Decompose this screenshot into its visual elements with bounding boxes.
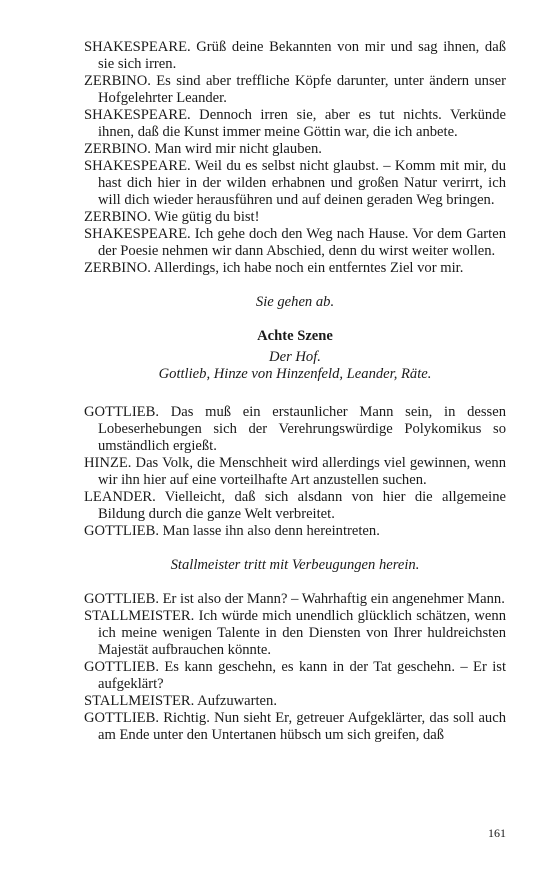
scene-place: Der Hof. — [269, 349, 321, 365]
speech-gottlieb: GOTTLIEB. Richtig. Nun sieht Er, getreuer Aufgeklärter, das soll auch am Ende unter den Untertanen hübsch um sich greifen, daß — [84, 710, 506, 743]
speech-shakespeare: SHAKESPEARE. Weil du es selbst nicht glaubst. – Komm mit mir, du hast dich hier in der wilden erhabnen und großen Natur verirrt, ich will dich wieder herausführen und auf deinen geraden Weg bringen. — [84, 158, 506, 208]
stage-direction-enter: Stallmeister tritt mit Verbeugungen herein. — [170, 557, 420, 573]
speech-leander: LEANDER. Vielleicht, daß sich alsdann von hier die allgemeine Bildung durch die ganze Welt verbreitet. — [84, 489, 506, 522]
speech-stallmeister: STALLMEISTER. Ich würde mich unendlich glücklich schätzen, wenn ich meine wenigen Talente in den Diensten von Ihrer huldreichsten Majestät aufbrauchen könnte. — [84, 608, 506, 658]
speech-gottlieb: GOTTLIEB. Es kann geschehn, es kann in der Tat geschehn. – Er ist aufgeklärt? — [84, 659, 506, 692]
stage-direction-exit: Sie gehen ab. — [255, 294, 335, 310]
speech-zerbino: ZERBINO. Wie gütig du bist! — [84, 209, 260, 225]
speech-shakespeare: SHAKESPEARE. Dennoch irren sie, aber es tut nichts. Verkünde ihnen, daß die Kunst immer meine Göttin war, die ich anbete. — [84, 107, 506, 140]
scene-title: Achte Szene — [257, 328, 333, 344]
scene-persons: Gottlieb, Hinze von Hinzenfeld, Leander, Räte. — [158, 366, 432, 382]
speech-gottlieb: GOTTLIEB. Er ist also der Mann? – Wahrhaftig ein angenehmer Mann. — [84, 591, 505, 607]
speech-zerbino: ZERBINO. Allerdings, ich habe noch ein entferntes Ziel vor mir. — [84, 260, 464, 276]
speech-stallmeister: STALLMEISTER. Aufzuwarten. — [84, 693, 277, 709]
speech-gottlieb: GOTTLIEB. Das muß ein erstaunlicher Mann sein, in dessen Lobeserhebungen sich der Verehrungswürdige Polykomikus so umständlich ergießt. — [84, 404, 506, 454]
speech-gottlieb: GOTTLIEB. Man lasse ihn also denn hereintreten. — [84, 523, 380, 539]
speech-zerbino: ZERBINO. Man wird mir nicht glauben. — [84, 141, 322, 157]
speech-zerbino: ZERBINO. Es sind aber treffliche Köpfe darunter, unter ändern unser Hofgelehrter Leander. — [84, 73, 506, 106]
speech-shakespeare: SHAKESPEARE. Ich gehe doch den Weg nach Hause. Vor dem Garten der Poesie nehmen wir dann Abschied, denn du wirst weiter wollen. — [84, 226, 506, 259]
speech-shakespeare: SHAKESPEARE. Grüß deine Bekannten von mir und sag ihnen, daß sie sich irren. — [84, 39, 506, 72]
speech-hinze: HINZE. Das Volk, die Menschheit wird allerdings viel gewinnen, wenn wir ihn hier auf eine vorteilhafte Art anzustellen suchen. — [84, 455, 506, 488]
page-number: 161 — [488, 826, 506, 840]
page-text — [84, 39, 506, 744]
